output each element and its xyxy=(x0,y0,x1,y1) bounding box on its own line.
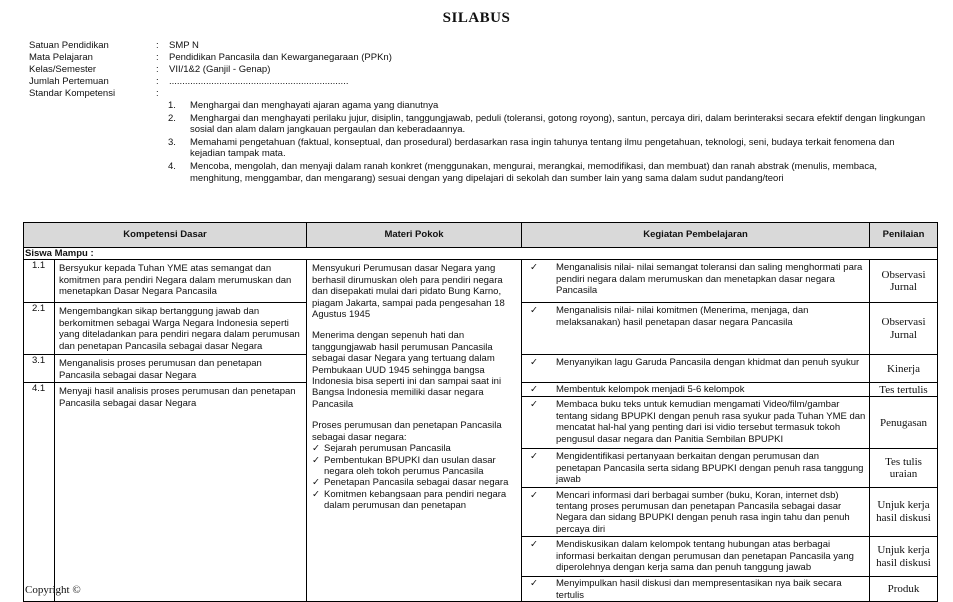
info-row-satuan xyxy=(29,40,392,52)
info-value: SMP N xyxy=(169,40,199,51)
check-icon: ✓ xyxy=(530,384,538,396)
header-kompetensi-dasar: Kompetensi Dasar xyxy=(24,223,307,248)
standar-text: Menghargai dan menghayati ajaran agama yang dianutnya xyxy=(190,100,439,111)
info-label: Kelas/Semester xyxy=(29,64,97,75)
materi-list-text: Pembentukan BPUPKI dan usulan dasar negara oleh tokoh perumus Pancasila xyxy=(324,454,496,477)
kegiatan-text: Menganalisis nilai- nilai komitmen (Menerima, menjaga, dan melaksanakan) hasil penetapan dasar negara Pancasila xyxy=(556,305,809,328)
check-icon: ✓ xyxy=(530,489,538,501)
kegiatan-text: Menyanyikan lagu Garuda Pancasila dengan khidmat dan penuh syukur xyxy=(556,357,860,369)
standar-text: Mencoba, mengolah, dan menyaji dalam ranah konkret (menggunakan, mengurai, merangkai, memodifikasi, dan membuat) dan ranah abstrak (menulis, membaca, menghitung, menggambar, dan mengarang) sesuai dengan yang dipelajari di sekolah dan sumber lain yang sama dalam sudut pandang/teori xyxy=(190,160,877,184)
kd-number: 3.1 xyxy=(24,355,55,383)
list-item xyxy=(312,477,517,488)
standar-item xyxy=(168,113,928,136)
kegiatan-cell xyxy=(522,303,870,355)
siswa-mampu-label: Siswa Mampu : xyxy=(24,248,938,260)
kegiatan-text: Menyimpulkan hasil diskusi dan mempresentasikan nya baik secara tertulis xyxy=(556,578,842,601)
info-label: Mata Pelajaran xyxy=(29,52,93,63)
info-colon: : xyxy=(156,88,159,99)
check-icon: ✓ xyxy=(530,357,538,369)
silabus-table xyxy=(23,222,938,602)
penilaian-cell: Produk xyxy=(870,577,938,602)
check-icon: ✓ xyxy=(530,399,538,411)
check-icon: ✓ xyxy=(530,578,538,590)
kegiatan-cell xyxy=(522,537,870,577)
document-title: SILABUS xyxy=(442,10,511,26)
info-row-jumlah xyxy=(29,76,392,88)
info-label: Satuan Pendidikan xyxy=(29,40,109,51)
info-label: Jumlah Pertemuan xyxy=(29,76,109,87)
kd-text: Menganalisis proses perumusan dan penetapan Pancasila sebagai dasar Negara xyxy=(55,355,307,383)
kegiatan-cell xyxy=(522,577,870,602)
materi-list-text: Penetapan Pancasila sebagai dasar negara xyxy=(324,477,509,489)
list-item xyxy=(312,489,517,512)
standar-text: Memahami pengetahuan (faktual, konseptual, dan prosedural) berdasarkan rasa ingin tahunya tentang ilmu pengetahuan, teknologi, seni, budaya terkait fenomena dan kejadian tampak mata. xyxy=(190,136,895,160)
kd-number: 2.1 xyxy=(24,303,55,355)
kegiatan-text: Menganalisis nilai- nilai semangat toleransi dan saling menghormati para pendiri negara dalam merumuskan dan menetapkan dasar negara Pancasila xyxy=(556,262,863,297)
penilaian-cell: Unjuk kerja hasil diskusi xyxy=(870,487,938,537)
check-icon: ✓ xyxy=(312,443,320,455)
info-value: VII/1&2 (Ganjil - Genap) xyxy=(169,64,271,75)
list-item xyxy=(312,455,517,478)
info-colon: : xyxy=(156,76,159,87)
kegiatan-text: Mencari informasi dari berbagai sumber (buku, Koran, internet dsb) tentang proses perumusan dan penetapan Pancasila sebagai dasar Negara dan sidang BPUPKI dengan penuh rasa ingin tahu dan penuh percaya diri xyxy=(556,489,850,535)
info-row-standar xyxy=(29,88,392,100)
check-icon: ✓ xyxy=(530,262,538,274)
check-icon: ✓ xyxy=(530,305,538,317)
info-label: Standar Kompetensi xyxy=(29,88,116,99)
materi-pokok-cell xyxy=(307,260,522,602)
kegiatan-text: Mendiskusikan dalam kelompok tentang hubungan atas berbagai informasi berkaitan dengan perumusan dan penetapan Pancasila yang diperolehnya dengan kerja sama dan penuh tanggung jawab xyxy=(556,539,854,574)
kegiatan-text: Mengidentifikasi pertanyaan berkaitan dengan perumusan dan penetapan Pancasila serta sidang BPUPKI dengan penuh rasa tanggung jawab xyxy=(556,451,864,486)
kegiatan-cell xyxy=(522,397,870,449)
penilaian-cell: Tes tertulis xyxy=(870,383,938,397)
kegiatan-cell xyxy=(522,260,870,303)
kegiatan-cell xyxy=(522,355,870,383)
kegiatan-cell xyxy=(522,449,870,487)
copyright-text: Copyright © xyxy=(25,584,81,596)
penilaian-cell: Tes tulis uraian xyxy=(870,449,938,487)
info-colon: : xyxy=(156,40,159,51)
standar-item xyxy=(168,137,928,160)
standar-num: 3. xyxy=(168,136,176,148)
materi-list xyxy=(312,443,517,511)
kd-number: 4.1 xyxy=(24,383,55,602)
info-colon: : xyxy=(156,64,159,75)
info-row-mapel xyxy=(29,52,392,64)
table-subheader-row xyxy=(24,248,938,260)
kegiatan-cell xyxy=(522,487,870,537)
table-header-row xyxy=(24,223,938,248)
penilaian-cell: Observasi Jurnal xyxy=(870,303,938,355)
standar-kompetensi-list xyxy=(168,100,928,185)
kegiatan-text: Membaca buku teks untuk kemudian mengamati Video/film/gambar tentang sidang BPUPKI dengan penuh rasa syukur pada Tuhan YME dan mencatat hal-hal yang penting dari isi vidio tersebut termasuk tokoh pengusul dasar negara dan Panitia Sembilan BPUPKI xyxy=(556,399,866,445)
check-icon: ✓ xyxy=(530,539,538,551)
header-kegiatan: Kegiatan Pembelajaran xyxy=(522,223,870,248)
kd-text: Menyaji hasil analisis proses perumusan dan penetapan Pancasila sebagai dasar Negara xyxy=(55,383,307,602)
info-colon: : xyxy=(156,52,159,63)
kegiatan-cell xyxy=(522,383,870,397)
check-icon: ✓ xyxy=(312,454,320,466)
kegiatan-text: Membentuk kelompok menjadi 5-6 kelompok xyxy=(556,384,745,396)
check-icon: ✓ xyxy=(312,488,320,500)
kd-text: Bersyukur kepada Tuhan YME atas semangat dan komitmen para pendiri Negara dalam merumuskan dan menetapkan Dasar Negara Pancasila xyxy=(55,260,307,303)
materi-paragraph: Menerima dengan sepenuh hati dan tanggungjawab hasil perumusan Pancasila sebagai dasar Negara yang tertuang dalam Pembukaan UUD 1945 sehingga bangsa Indonesia bisa seperti ini dan sampai saat ini Bangsa Indonesia memiliki dasar negara Pancasila xyxy=(312,330,502,410)
header-materi-pokok: Materi Pokok xyxy=(307,223,522,248)
materi-paragraph: Mensyukuri Perumusan dasar Negara yang berhasil dirumuskan oleh para pendiri negara dan disepakati mulai dari pidato Bung Karno, piagam Jakarta, sampai pada pengesahan 18 Agustus 1945 xyxy=(312,263,505,321)
standar-num: 1. xyxy=(168,100,176,111)
header-penilaian: Penilaian xyxy=(870,223,938,248)
info-value: Pendidikan Pancasila dan Kewarganegaraan (PPKn) xyxy=(169,52,392,63)
standar-text: Menghargai dan menghayati perilaku jujur, disiplin, tanggungjawab, peduli (toleransi, gotong royong), santun, percaya diri, dalam berinteraksi secara efektif dengan lingkungan sosial dan alam dalam jangkauan pergaulan dan keberadaannya. xyxy=(190,112,926,136)
kd-number: 1.1 xyxy=(24,260,55,303)
penilaian-cell: Observasi Jurnal xyxy=(870,260,938,303)
standar-num: 2. xyxy=(168,112,176,124)
materi-list-text: Sejarah perumusan Pancasila xyxy=(324,443,451,455)
info-block xyxy=(29,40,392,100)
standar-num: 4. xyxy=(168,160,176,172)
kd-text: Mengembangkan sikap bertanggung jawab dan berkomitmen sebagai Warga Negara Indonesia seperti yang diteladankan para pendiri negara dalam perumusan dan penetapan Pancasila sebagai dasar Negara xyxy=(55,303,307,355)
materi-list-text: Komitmen kebangsaan para pendiri negara dalam perumusan dan penetapan xyxy=(324,488,507,512)
table-row xyxy=(24,260,938,303)
penilaian-cell: Kinerja xyxy=(870,355,938,383)
info-value: .................................................................... xyxy=(169,76,349,87)
penilaian-cell: Unjuk kerja hasil diskusi xyxy=(870,537,938,577)
standar-item xyxy=(168,161,928,184)
materi-paragraph: Proses perumusan dan penetapan Pancasila sebagai dasar negara: xyxy=(312,420,502,443)
info-row-kelas xyxy=(29,64,392,76)
standar-item xyxy=(168,100,928,112)
check-icon: ✓ xyxy=(312,477,320,489)
penilaian-cell: Penugasan xyxy=(870,397,938,449)
list-item xyxy=(312,443,517,454)
check-icon: ✓ xyxy=(530,451,538,463)
